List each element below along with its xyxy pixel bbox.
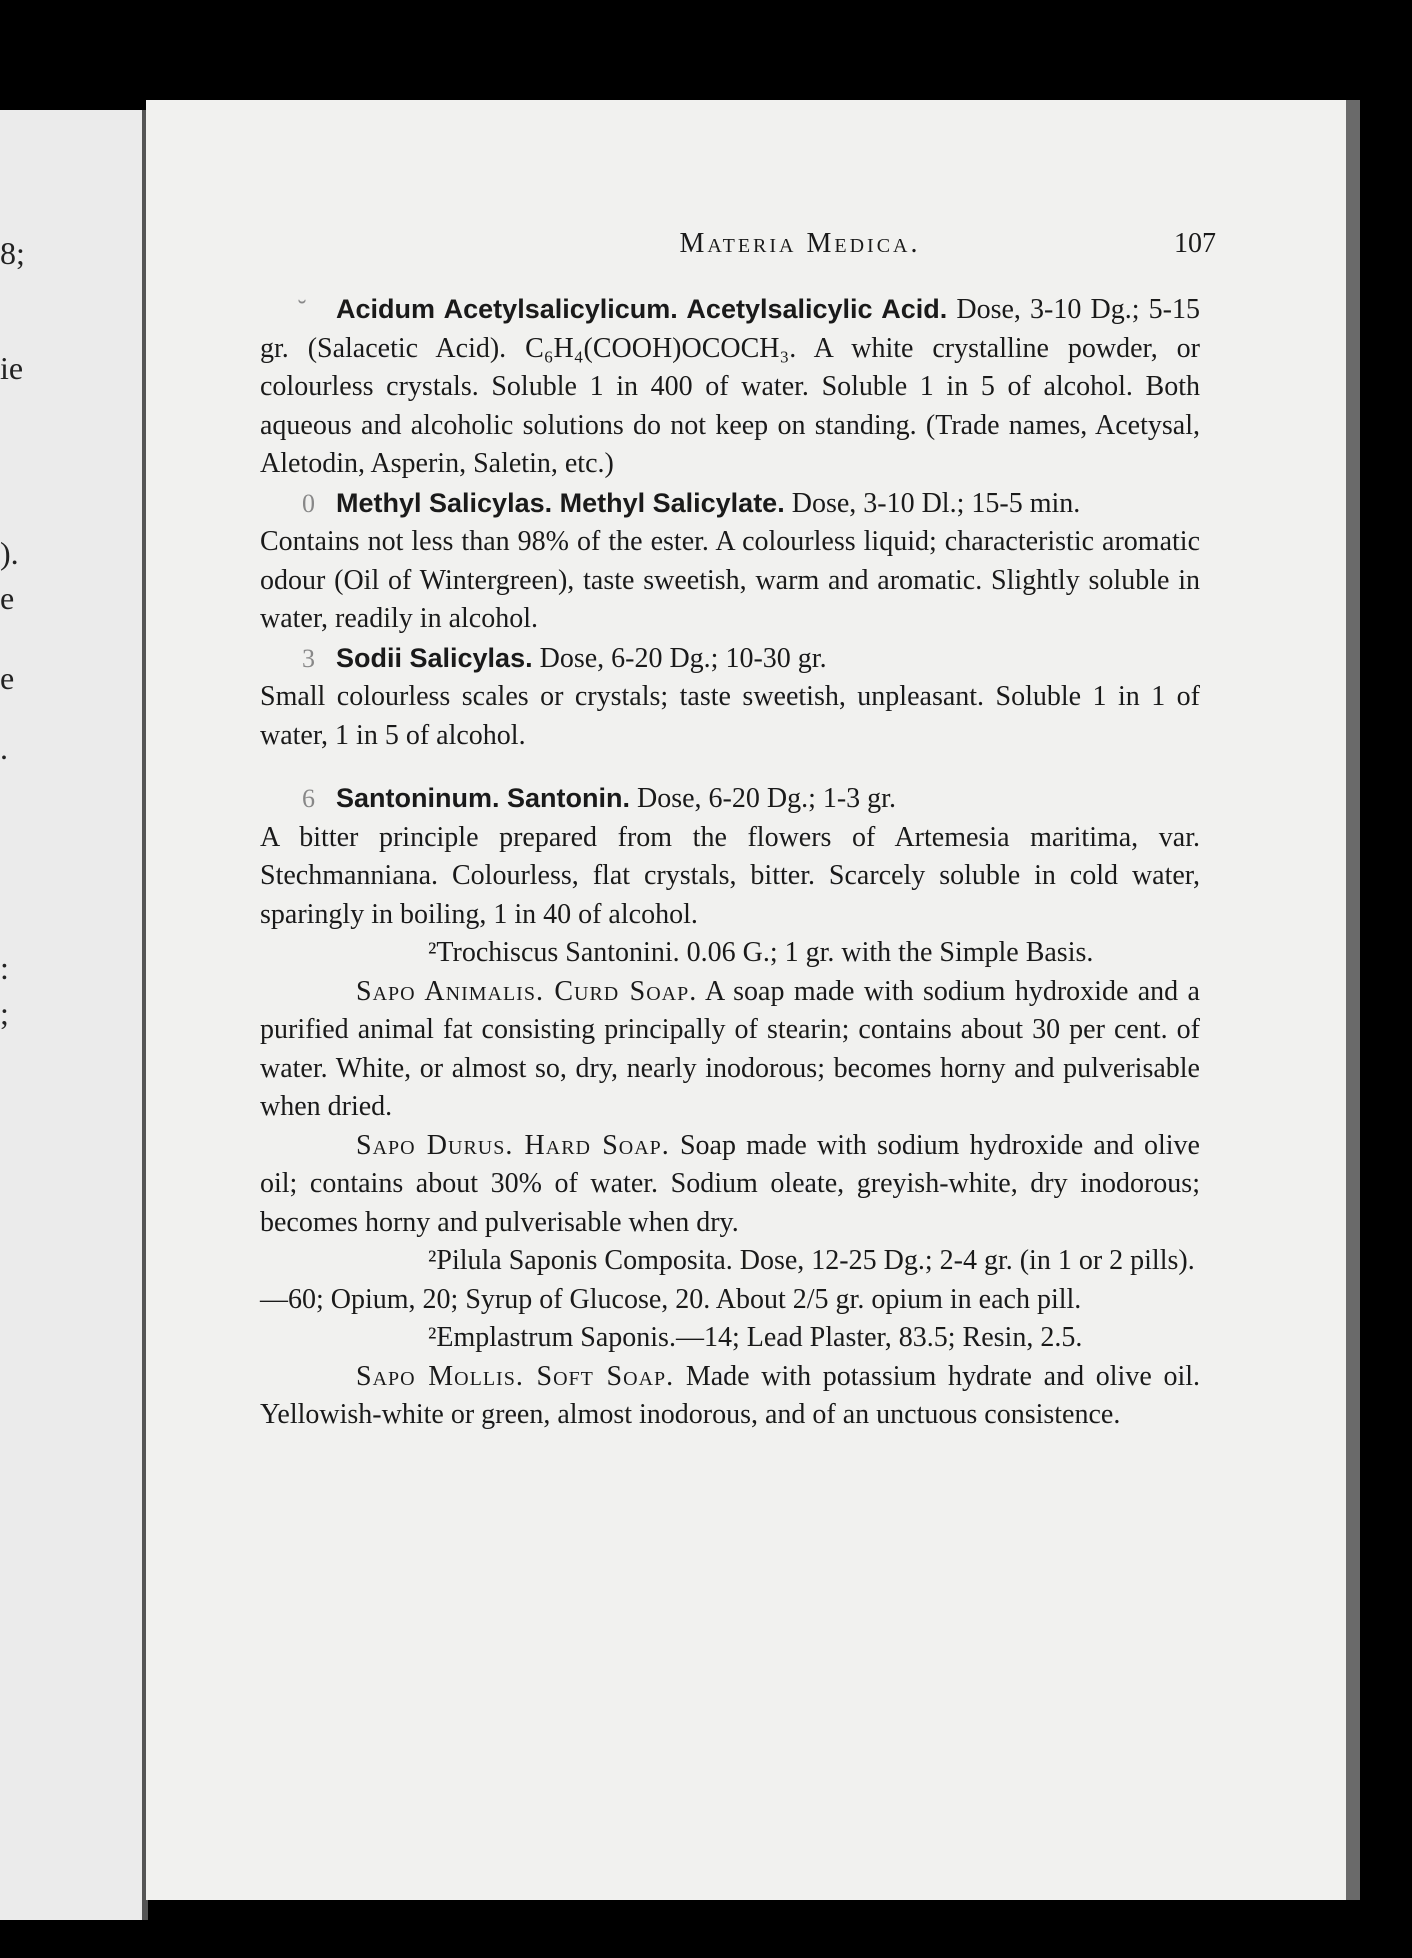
margin-mark: 6 bbox=[302, 784, 315, 813]
entry-heading: Sapo Durus. Hard Soap. bbox=[356, 1129, 670, 1161]
entry-title: Sodii Salicylas. bbox=[336, 642, 533, 673]
entry-title: Santoninum. Santonin. bbox=[336, 783, 630, 813]
entry-body: Contains not less than 98% of the ester. A colourless liquid; characteristic aromatic odour (Oil of Wintergreen), taste sweetish, warm and aromatic. Slightly soluble in water, readily in alcohol. bbox=[260, 526, 1200, 634]
left-page-edge bbox=[0, 110, 148, 1920]
entry-methyl-salicylate bbox=[260, 484, 1200, 524]
margin-mark bbox=[302, 291, 336, 330]
book-page bbox=[146, 100, 1360, 1900]
entry-body: Small colourless scales or crystals; taste sweetish, unpleasant. Soluble 1 in 1 of water, 1 in 5 of alcohol. bbox=[260, 681, 1200, 751]
running-head: Materia Medica. bbox=[679, 228, 921, 259]
entry-heading: Sapo Mollis. Soft Soap. bbox=[356, 1360, 675, 1392]
entry-dose: Dose, 3-10 Dg.; 5-15 gr. (Salacetic Acid). C₆H₄(COOH)OCOCH₃. bbox=[260, 294, 1200, 364]
left-fragment: e bbox=[0, 660, 15, 696]
page-content bbox=[260, 290, 1200, 1435]
entry-body: A white crystalline powder, or colourless crystals. Soluble 1 in 400 of water. Soluble 1 in 5 of alcohol. Both aqueous and alcoholic solutions do not keep on standing. (Trade names, Acetysal, Aletodin, Asperin, Saletin, etc.) bbox=[260, 332, 1200, 479]
left-fragment: . bbox=[0, 730, 8, 766]
entry-heading: Sapo Animalis. Curd Soap. bbox=[356, 975, 698, 1007]
entry-body: Soap made with sodium hydroxide and olive oil; contains about 30% of water. Sodium oleate, greyish-white, dry inodorous; becomes horny and pulverisable when dry. bbox=[260, 1129, 1200, 1238]
entry-dose: Dose, 6-20 Dg.; 10-30 gr. bbox=[532, 642, 827, 674]
entry-body: A soap made with sodium hydroxide and a purified animal fat consisting principally of stearin; contains about 30 per cent. of water. White, or almost so, dry, nearly inodorous; becomes horny and pulverisable when dried. bbox=[260, 975, 1200, 1122]
trochiscus-santonini: ²Trochiscus Santonini. 0.06 G.; 1 gr. with the Simple Basis. bbox=[428, 937, 1094, 968]
left-fragment: 8; bbox=[0, 235, 25, 271]
entry-title: Methyl Salicylas. Methyl Salicylate. bbox=[336, 487, 785, 518]
margin-mark: 3 bbox=[302, 643, 315, 673]
pilula-formula: —60; Opium, 20; Syrup of Glucose, 20. About 2/5 gr. opium in each pill. bbox=[260, 1283, 1082, 1315]
left-fragment: : bbox=[0, 950, 9, 986]
pilula-saponis: ²Pilula Saponis Composita. Dose, 12-25 Dg.; 2-4 gr. (in 1 or 2 pills). bbox=[428, 1245, 1195, 1276]
margin-mark: 0 bbox=[302, 488, 315, 518]
left-fragment: ; bbox=[0, 995, 9, 1031]
left-fragment: ie bbox=[0, 350, 24, 386]
entry-body: A bitter principle prepared from the flowers of Artemesia maritima, var. Stechmanniana. Colourless, flat crystals, bitter. Scarcely soluble in cold water, sparingly in boiling, 1 in 40 of alcohol. bbox=[260, 821, 1200, 930]
entry-dose: Dose, 6-20 Dg.; 1-3 gr. bbox=[629, 783, 896, 814]
entry-dose: Dose, 3-10 Dl.; 15-5 min. bbox=[784, 487, 1081, 519]
entry-santoninum bbox=[260, 779, 1200, 819]
entry-sodii-salicylas bbox=[260, 639, 1200, 679]
entry-acetylsalicylic bbox=[260, 290, 1200, 484]
left-fragment: e bbox=[0, 580, 15, 616]
entry-title: Acidum Acetylsalicylicum. Acetylsalicylic Acid. bbox=[336, 294, 948, 324]
entry-body: Made with potassium hydrate and olive oil. Yellowish-white or green, almost inodorous, and of an unctuous consistence. bbox=[260, 1360, 1201, 1430]
emplastrum-saponis: ²Emplastrum Saponis.—14; Lead Plaster, 83.5; Resin, 2.5. bbox=[428, 1322, 1083, 1353]
entry-sapo-mollis bbox=[260, 1358, 1200, 1435]
left-fragment: ). bbox=[0, 535, 19, 571]
page-number: 107 bbox=[1174, 228, 1216, 259]
entry-sapo-durus bbox=[260, 1127, 1200, 1243]
entry-sapo-animalis bbox=[260, 973, 1200, 1127]
